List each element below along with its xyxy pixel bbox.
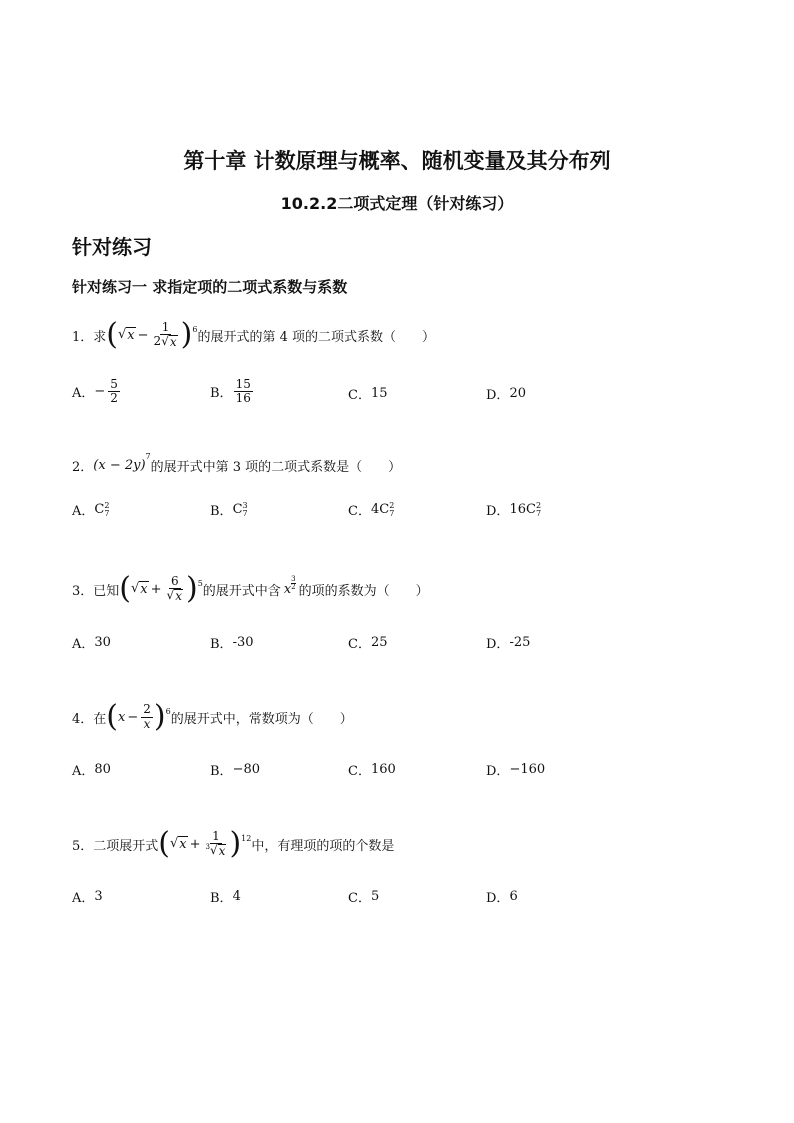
- question-2: [72, 452, 402, 475]
- option-a[interactable]: A． C 2 7: [72, 500, 110, 519]
- option-a[interactable]: A． 3: [72, 889, 103, 906]
- option-b[interactable]: B． −80: [210, 762, 260, 779]
- option-d[interactable]: D． -25: [486, 635, 531, 652]
- practice-heading: 针对练习: [72, 235, 152, 259]
- question-1: [72, 317, 435, 352]
- question-number: 4．在: [72, 711, 107, 727]
- option-d[interactable]: D． 20: [486, 386, 526, 403]
- option-d[interactable]: D． 16 C 2 7: [486, 500, 542, 519]
- question-text: 的展开式中含: [202, 583, 281, 599]
- question-5: [72, 826, 395, 861]
- question-text: 的项的系数为（ ）: [298, 583, 429, 599]
- option-d[interactable]: D． 6: [486, 889, 518, 906]
- option-b[interactable]: B． C 3 7: [210, 500, 248, 519]
- expression: ( x − $\frac{2}{x}$ ) 6: [106, 699, 171, 734]
- expression: ( √ x + 6 √ x ) 5: [119, 571, 203, 606]
- option-a[interactable]: A． 80: [72, 762, 111, 779]
- chapter-title: 第十章 计数原理与概率、随机变量及其分布列: [183, 149, 611, 173]
- option-c[interactable]: C． 5: [348, 889, 380, 906]
- question-text: 的展开式的第 4 项的二项式系数（ ）: [197, 329, 435, 345]
- question-number: 3．已知: [72, 583, 120, 599]
- expression: ( √ x + 1 $^3$√ x ) 12: [158, 826, 252, 861]
- option-b[interactable]: B． 4: [210, 889, 241, 906]
- sqrt-term: √ x: [118, 327, 135, 343]
- x-power: x $\frac{3}{2}$: [283, 574, 296, 597]
- question-4: [72, 699, 353, 734]
- fraction: 1 2√ x: [153, 319, 177, 349]
- question-number: 2．: [72, 460, 94, 475]
- option-c[interactable]: C． 4 C 2 7: [348, 500, 395, 519]
- option-d[interactable]: D． −160: [486, 762, 546, 779]
- option-c[interactable]: C． 25: [348, 635, 388, 652]
- expression: $(x - 2y)^7$: [93, 452, 151, 473]
- option-b[interactable]: B． $\frac{15}{16}$: [210, 377, 251, 406]
- question-3: [72, 571, 429, 606]
- section-title: 10.2.2二项式定理（针对练习）: [280, 194, 514, 213]
- question-number: 5．二项展开式: [72, 838, 159, 854]
- option-c[interactable]: C． 160: [348, 762, 396, 779]
- question-number: 1．求: [72, 329, 107, 345]
- option-a[interactable]: A． 30: [72, 635, 111, 652]
- practice-subheading: 针对练习一 求指定项的二项式系数与系数: [72, 278, 348, 296]
- option-b[interactable]: B． -30: [210, 635, 254, 652]
- question-text: 中，有理项的项的个数是: [251, 838, 395, 854]
- option-c[interactable]: C． 15: [348, 386, 388, 403]
- option-a[interactable]: A． − $\frac{5}{2}$: [72, 377, 118, 406]
- question-text: 的展开式中，常数项为（ ）: [170, 711, 353, 727]
- question-text: 的展开式中第 3 项的二项式系数是（ ）: [150, 460, 402, 475]
- expression: ( √ x − 1 2√ x ) 6: [106, 317, 198, 352]
